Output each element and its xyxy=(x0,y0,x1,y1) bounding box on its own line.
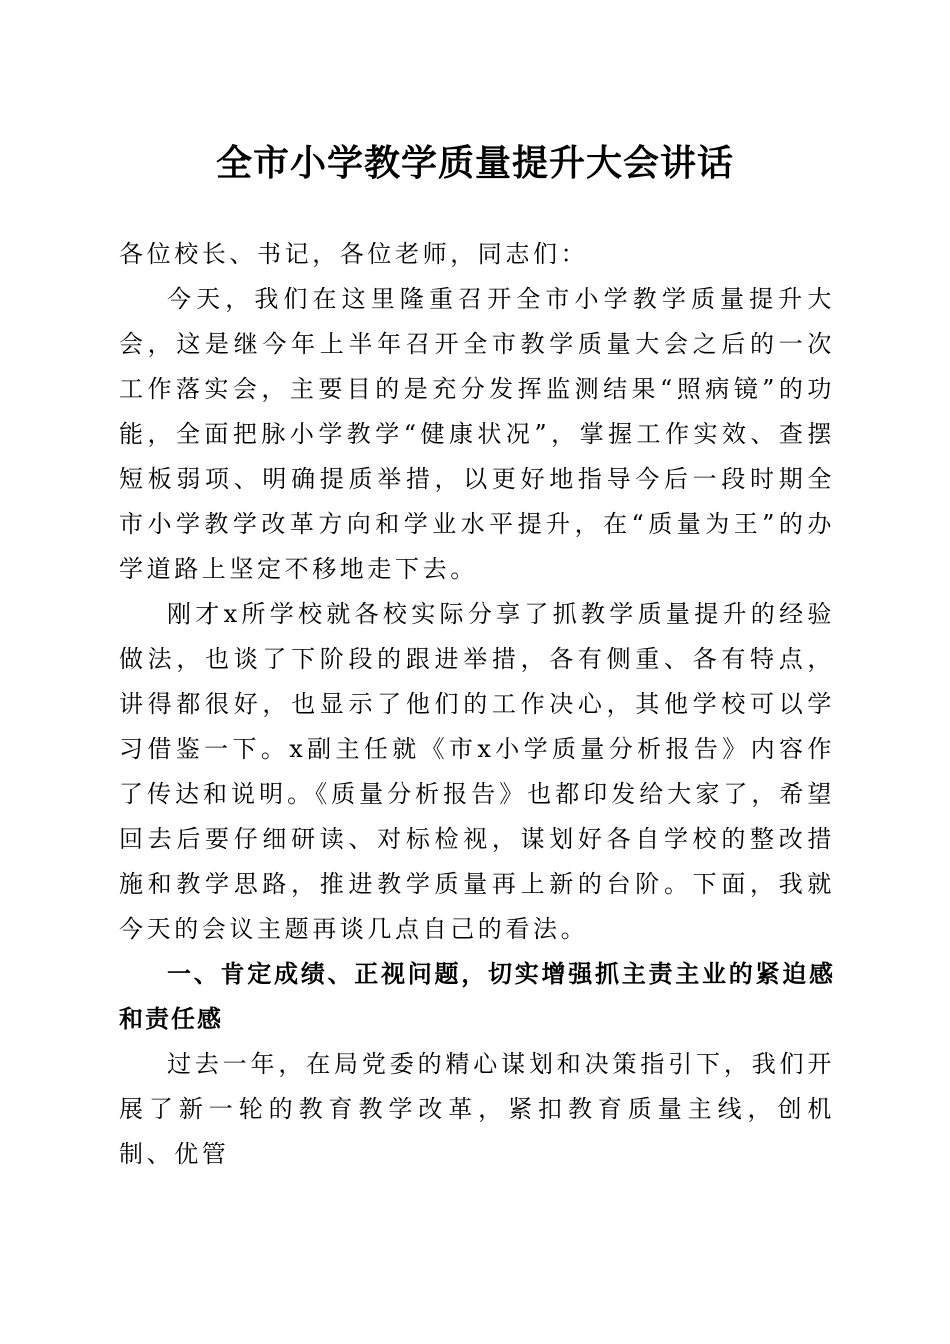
section-heading: 一、肯定成绩、正视问题，切实增强抓主责主业的紧迫感和责任感 xyxy=(119,960,835,1033)
salutation: 各位校长、书记，各位老师，同志们： xyxy=(119,240,589,268)
paragraph-reports: 刚才x所学校就各校实际分享了抓教学质量提升的经验做法，也谈了下阶段的跟进举措，各有侧重、各有特点，讲得都很好，也显示了他们的工作决心，其他学校可以学习借鉴一下。x副主任就《市x小学质量分析报告》内容作了传达和说明。《质量分析报告》也都印发给大家了，希望回去后要仔细研读、对标检视，谋划好各自学校的整改措施和教学思路，推进教学质量再上新的台阶。下面，我就今天的会议主题再谈几点自己的看法。 xyxy=(119,600,835,943)
document-body xyxy=(119,232,835,1177)
document-title: 全市小学教学质量提升大会讲话 xyxy=(215,142,734,184)
paragraph-opening: 今天，我们在这里隆重召开全市小学教学质量提升大会，这是继今年上半年召开全市教学质量大会之后的一次工作落实会，主要目的是充分发挥监测结果“照病镜”的功能，全面把脉小学教学“健康状况”，掌握工作实效、查摆短板弱项、明确提质举措，以更好地指导今后一段时期全市小学教学改革方向和学业水平提升，在“质量为王”的办学道路上坚定不移地走下去。 xyxy=(119,285,835,583)
paragraph-section-one: 过去一年，在局党委的精心谋划和决策指引下，我们开展了新一轮的教育教学改革，紧扣教育质量主线，创机制、优管 xyxy=(119,1050,835,1168)
